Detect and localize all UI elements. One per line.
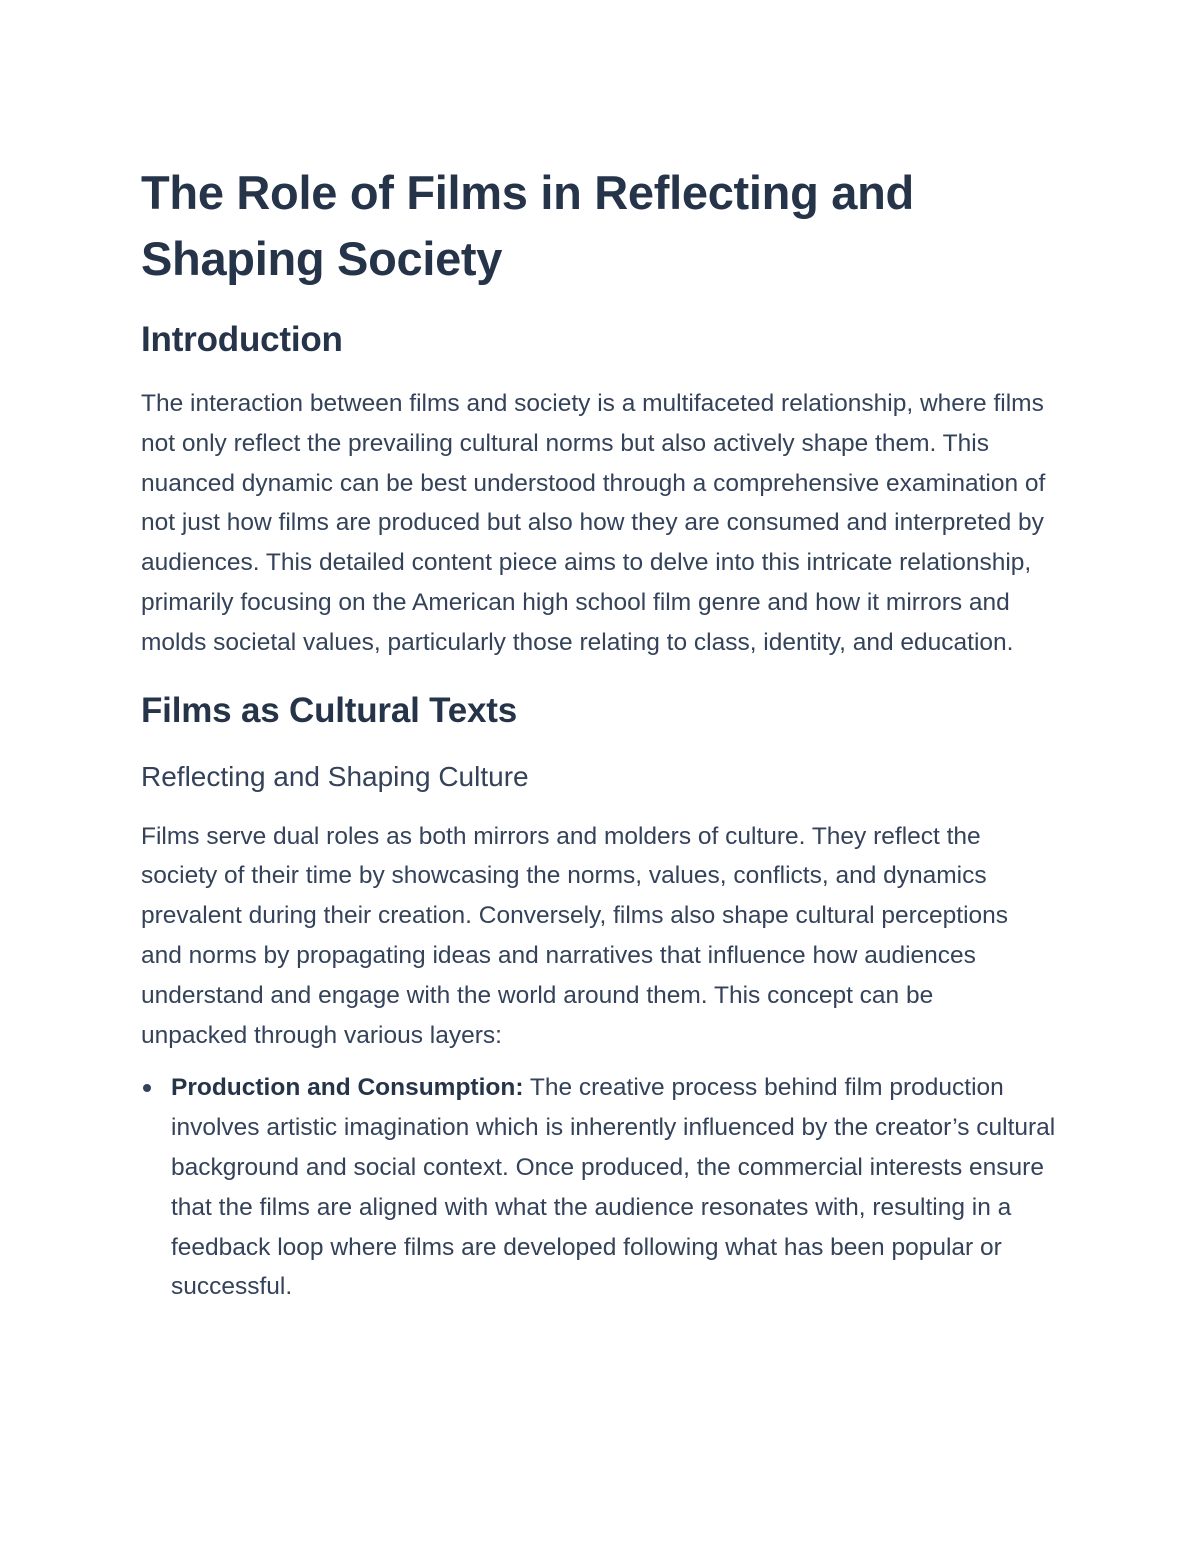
list-item: [141, 1068, 1061, 1307]
bullet-list: [141, 1068, 1061, 1307]
section-heading-introduction: Introduction: [141, 320, 343, 359]
document-page: [141, 160, 1071, 1307]
list-item-text: The creative process behind film production involves artistic imagination which is inherently influenced by the creator’s cultural background and social context. Once produced, the commercial interests ensure that the films are aligned with what the audience resonates with, resulting in a feedback loop where films are developed following what has been popular or successful.: [171, 1074, 1056, 1301]
list-item-term: Production and Consumption:: [171, 1074, 524, 1102]
introduction-paragraph: The interaction between films and society is a multifaceted relationship, where films not only reflect the prevailing cultural norms but also actively shape them. This nuanced dynamic can be best understood through a comprehensive examination of not just how films are produced but also how they are consumed and interpreted by audiences. This detailed content piece aims to delve into this intricate relationship, primarily focusing on the American high school film genre and how it mirrors and molds societal values, particularly those relating to class, identity, and education.: [141, 390, 1046, 656]
subsection-heading-reflecting-and-shaping-culture: Reflecting and Shaping Culture: [141, 760, 529, 792]
bullet-icon: [143, 1084, 151, 1092]
films-as-cultural-texts-paragraph: Films serve dual roles as both mirrors and molders of culture. They reflect the society of their time by showcasing the norms, values, conflicts, and dynamics prevalent during their creation. Conversely, films also shape cultural perceptions and norms by propagating ideas and narratives that influence how audiences understand and engage with the world around them. This concept can be unpacked through various layers:: [141, 822, 1009, 1049]
section-heading-films-as-cultural-texts: Films as Cultural Texts: [141, 690, 517, 730]
document-title: The Role of Films in Reflecting and Shaping Society: [141, 166, 914, 285]
